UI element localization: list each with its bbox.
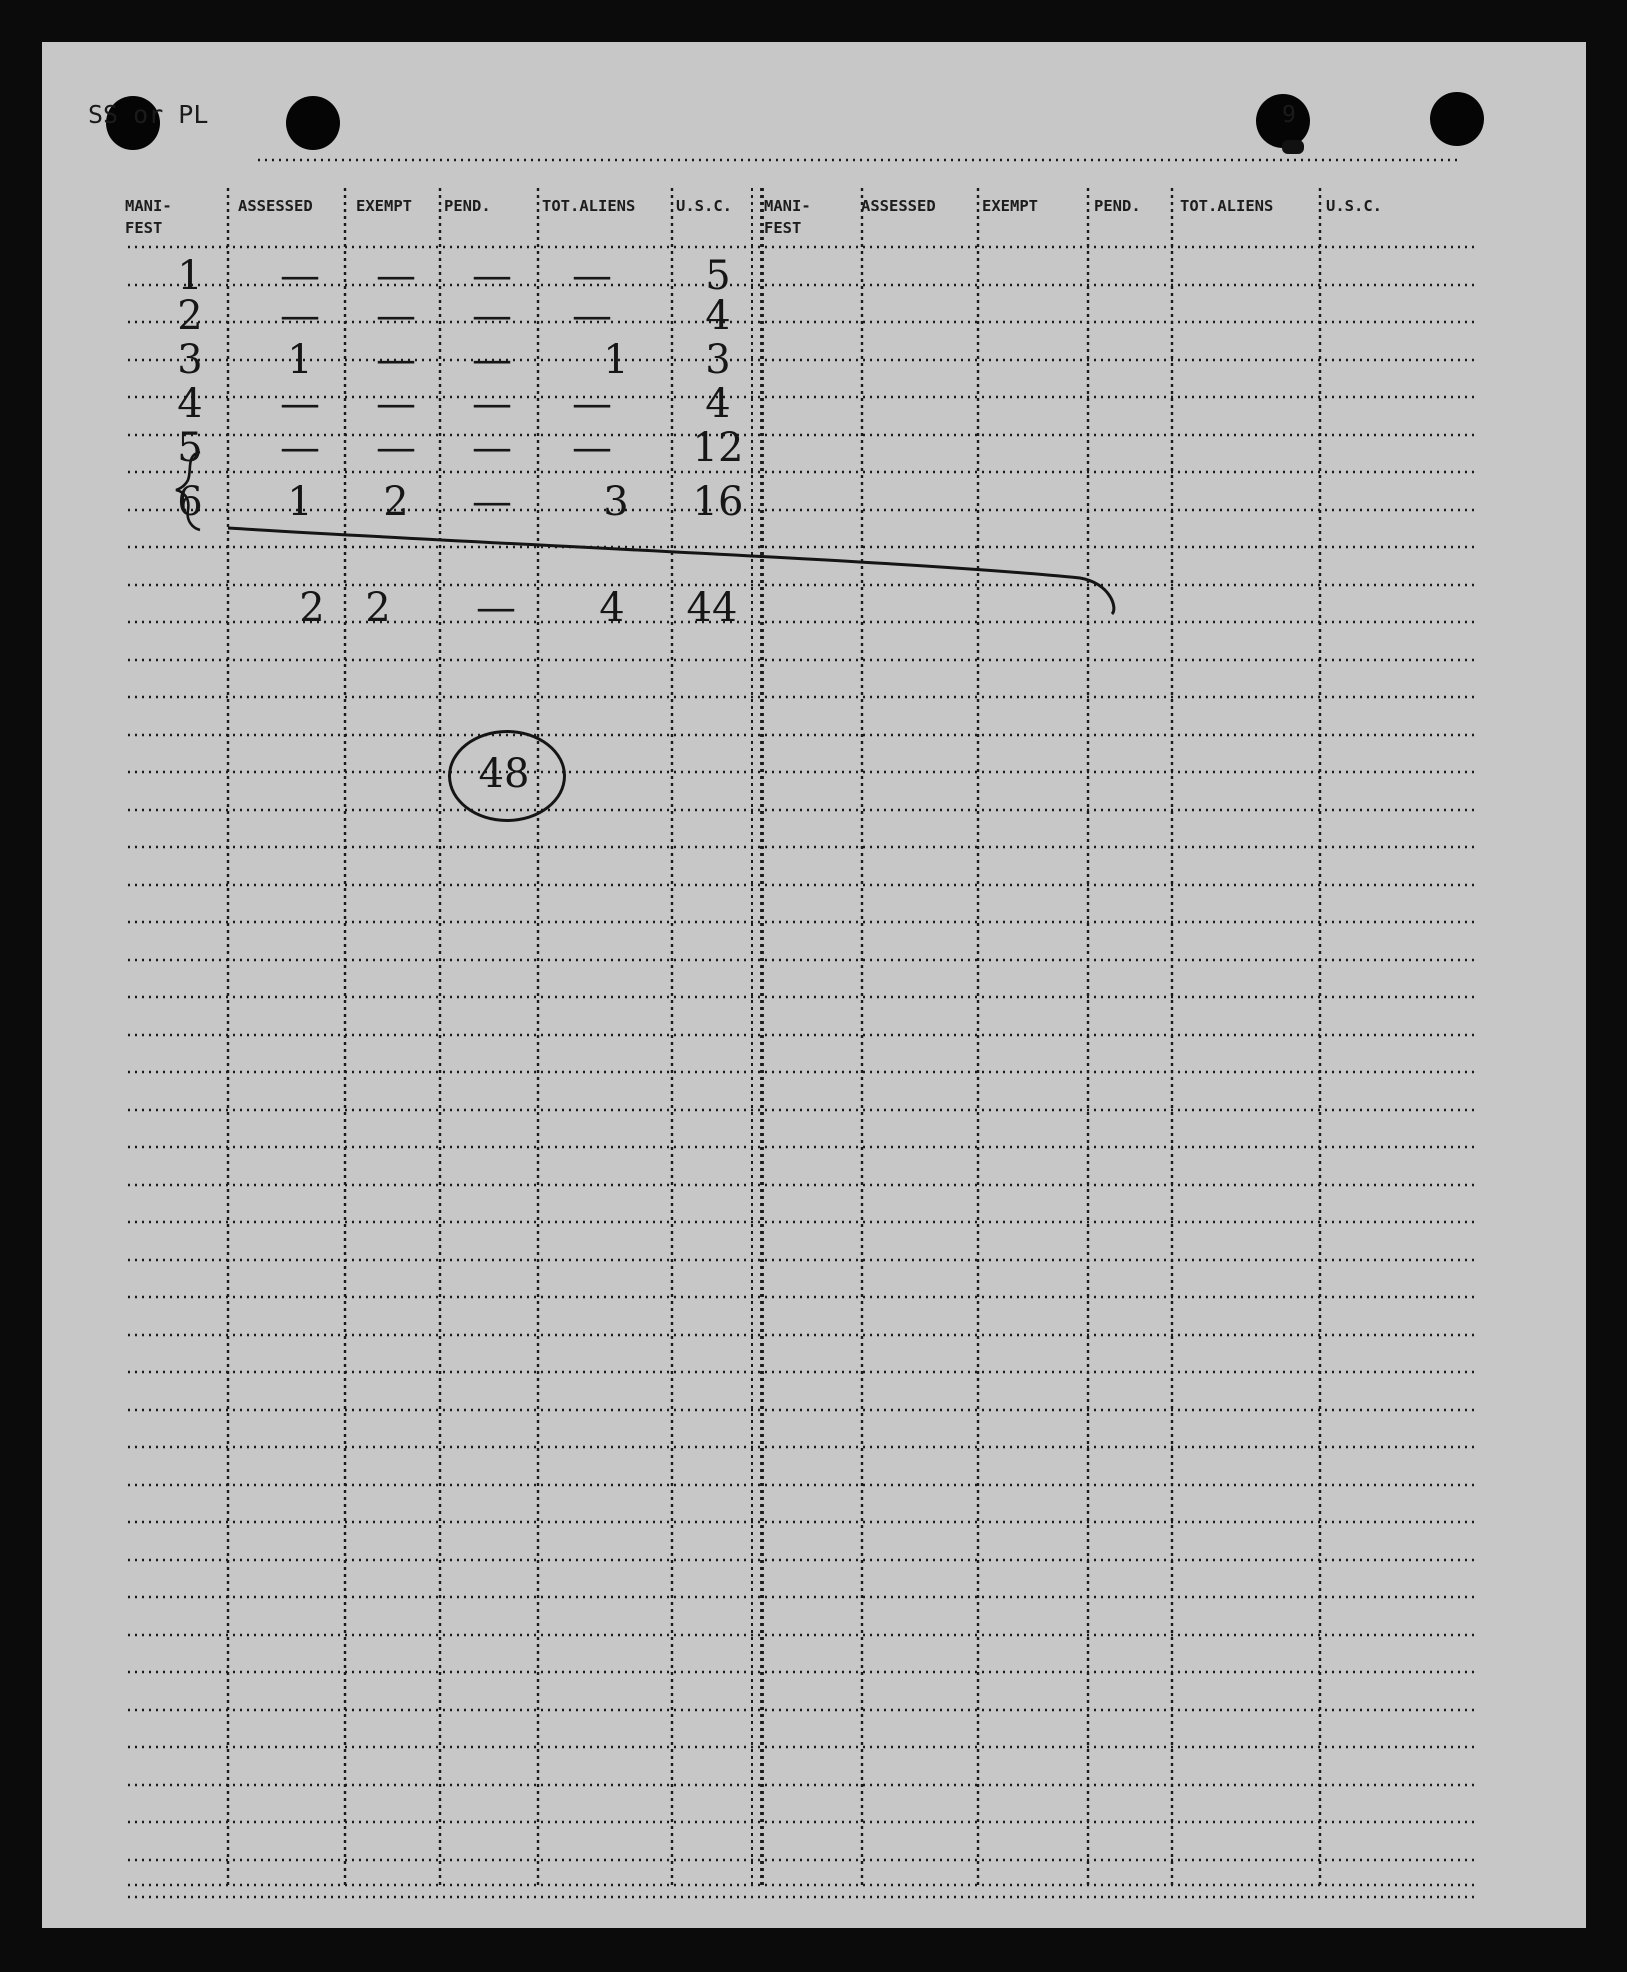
entry-pend: — — [472, 425, 512, 471]
entry-exempt: — — [376, 293, 416, 339]
entry-assessed: — — [280, 425, 320, 471]
entry-manifest: 5 — [177, 425, 203, 471]
entry-manifest: 6 — [177, 479, 203, 525]
total-pend: — — [476, 585, 516, 631]
entry-tot-aliens: — — [572, 381, 612, 427]
entry-assessed: — — [280, 381, 320, 427]
entry-exempt: — — [376, 425, 416, 471]
entry-assessed: — — [280, 253, 320, 299]
header-assessed-left: ASSESSED — [238, 197, 313, 215]
entry-exempt: — — [376, 253, 416, 299]
entry-tot-aliens: — — [572, 293, 612, 339]
header-tot-aliens-left: TOT.ALIENS — [542, 197, 636, 215]
entry-assessed: 1 — [287, 337, 313, 383]
entry-usc: 12 — [692, 425, 744, 471]
entry-exempt: — — [376, 381, 416, 427]
year-suffix: 9 — [1282, 102, 1296, 128]
header-assessed-right: ASSESSED — [861, 197, 936, 215]
entry-pend: — — [472, 253, 512, 299]
entry-usc: 3 — [705, 337, 731, 383]
header-usc-right: U.S.C. — [1326, 197, 1382, 215]
entry-pend: — — [472, 293, 512, 339]
entry-tot-aliens: — — [572, 425, 612, 471]
entry-exempt: — — [376, 337, 416, 383]
entry-usc: 4 — [705, 381, 731, 427]
entry-assessed: 1 — [287, 479, 313, 525]
header-tot-aliens-right: TOT.ALIENS — [1180, 197, 1274, 215]
entry-tot-aliens: 1 — [603, 337, 629, 383]
header-exempt-left: EXEMPT — [356, 197, 412, 215]
header-manifest-right: MANI- FEST — [764, 197, 811, 237]
total-assessed: 2 — [299, 585, 325, 631]
entry-pend: — — [472, 337, 512, 383]
entry-usc: 16 — [692, 479, 744, 525]
entry-exempt: 2 — [383, 479, 409, 525]
header-manifest-left: MANI- FEST — [125, 197, 172, 237]
entry-assessed: — — [280, 293, 320, 339]
total-usc: 44 — [686, 585, 738, 631]
entry-manifest: 1 — [177, 253, 203, 299]
header-pend-left: PEND. — [444, 197, 491, 215]
form-type-label: SS or PL — [88, 100, 209, 129]
entry-manifest: 2 — [177, 293, 203, 339]
header-usc-left: U.S.C. — [676, 197, 732, 215]
entry-pend: — — [472, 479, 512, 525]
entry-tot-aliens: — — [572, 253, 612, 299]
entry-usc: 4 — [705, 293, 731, 339]
total-tot-aliens: 4 — [599, 585, 625, 631]
entry-usc: 5 — [705, 253, 731, 299]
entry-tot-aliens: 3 — [603, 479, 629, 525]
entry-manifest: 4 — [177, 381, 203, 427]
header-pend-right: PEND. — [1094, 197, 1141, 215]
grand-total: 48 — [478, 751, 530, 797]
entry-manifest: 3 — [177, 337, 203, 383]
total-exempt: 2 — [365, 585, 391, 631]
entry-pend: — — [472, 381, 512, 427]
header-exempt-right: EXEMPT — [982, 197, 1038, 215]
